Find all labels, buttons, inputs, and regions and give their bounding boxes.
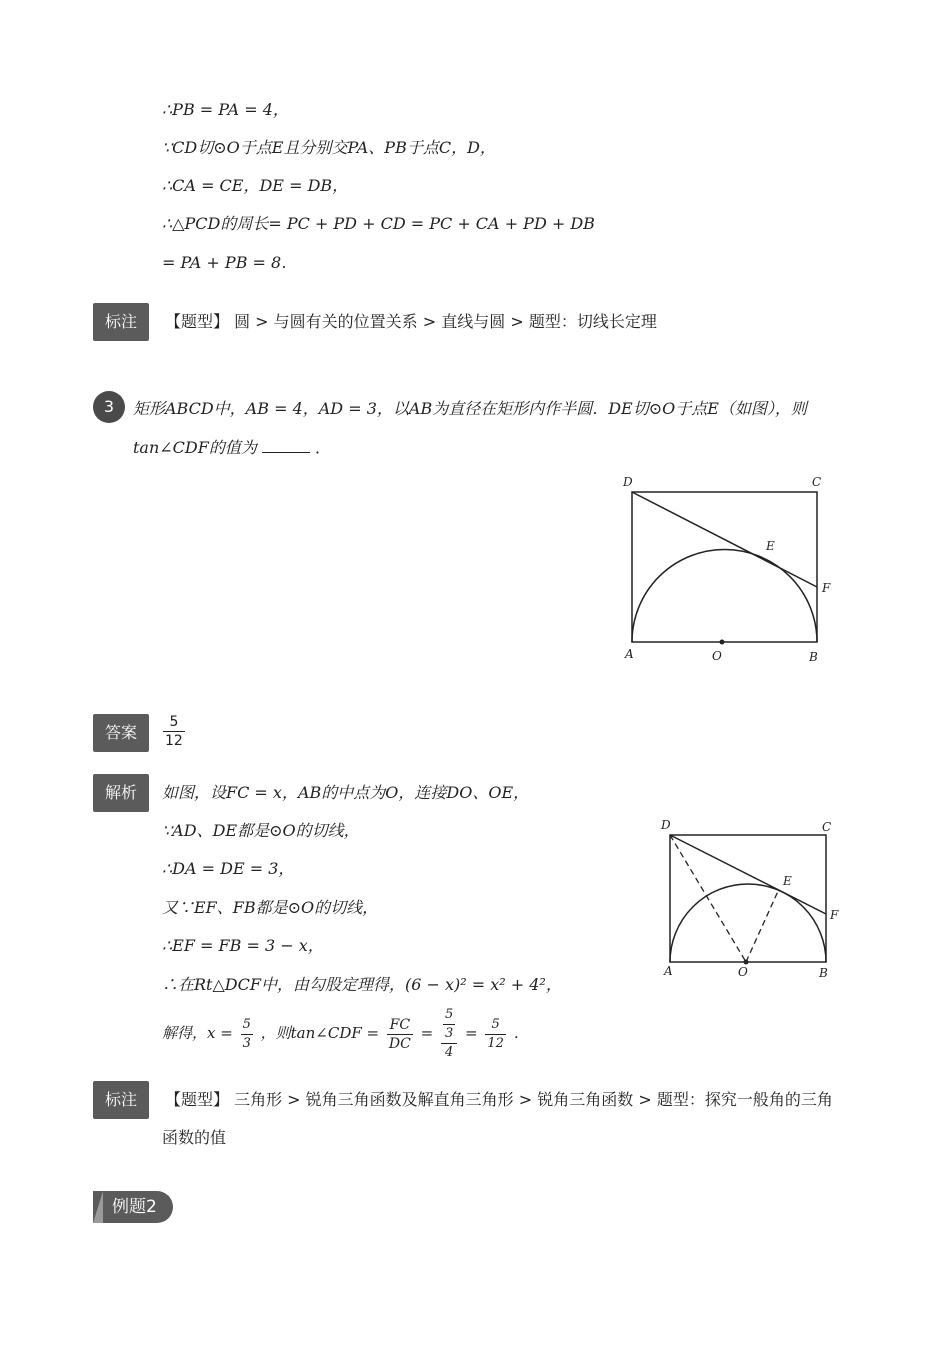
label-e-2: E	[783, 874, 792, 888]
solution-line-1: ∴PB = PA = 4，	[162, 100, 289, 119]
label-o-2: O	[738, 965, 748, 979]
analysis-line-7	[162, 1003, 529, 1063]
label-d-2: D	[661, 818, 671, 832]
question-number-badge: 3	[93, 391, 125, 423]
answer-denominator: 12	[165, 733, 183, 749]
analysis-line-5: ∴EF = FB = 3 − x，	[162, 936, 324, 955]
note-tag-2: 标注	[93, 1081, 149, 1119]
nested-denominator: 3	[444, 1026, 454, 1041]
solution-line-4: ∴△PCD的周长= PC + PD + CD = PC + CA + PD + DB	[162, 214, 595, 233]
x-numerator: 5	[241, 1016, 253, 1035]
analysis-line-3: ∴DA = DE = 3，	[162, 859, 295, 878]
line-end: ．	[513, 1024, 529, 1042]
label-a: A	[625, 647, 634, 661]
analysis-line-6: ∴在Rt△DCF中，由勾股定理得，(6 − x)² = x² + 4²，	[162, 975, 562, 994]
example-tag-label: 例题2	[112, 1197, 157, 1217]
fc-numerator: FC	[387, 1016, 413, 1035]
x-denominator: 3	[242, 1035, 251, 1051]
center-point-o-2	[744, 960, 749, 965]
question-text-line-2	[133, 437, 331, 459]
semicircle	[632, 550, 817, 643]
semicircle-2	[670, 884, 826, 962]
label-e: E	[766, 539, 775, 553]
label-c-2: C	[822, 820, 832, 834]
analysis-tag: 解析	[93, 774, 149, 812]
answer-value	[160, 713, 188, 750]
label-d: D	[623, 475, 633, 489]
label-c: C	[812, 475, 822, 489]
label-f-2: F	[830, 908, 839, 922]
outer-denominator: 4	[444, 1045, 454, 1060]
label-a-2: A	[664, 964, 673, 978]
rectangle-abcd	[632, 492, 817, 642]
rectangle-abcd-2	[670, 835, 826, 962]
analysis-line-4: 又∵EF、FB都是⊙O的切线，	[162, 898, 379, 917]
result-denominator: 12	[487, 1035, 504, 1051]
center-point-o	[720, 640, 725, 645]
answer-blank[interactable]	[262, 438, 310, 453]
analysis-figure	[655, 815, 850, 985]
solution-line-2: ∵CD切⊙O于点E且分别交PA、PB于点C，D，	[162, 138, 496, 157]
equals-sign-1: =	[420, 1024, 434, 1042]
note-text: 【题型】 圆 > 与圆有关的位置关系 > 直线与圆 > 题型：切线长定理	[165, 312, 657, 331]
label-o: O	[712, 649, 722, 663]
note-text-2-line-1: 【题型】 三角形 > 锐角三角函数及解直角三角形 > 锐角三角函数 > 题型：探究一般角的三角	[165, 1090, 833, 1109]
label-b: B	[809, 650, 818, 664]
solve-prefix: 解得，x =	[162, 1024, 233, 1042]
nested-numerator: 5	[443, 1006, 455, 1025]
note-text-2-line-2: 函数的值	[162, 1128, 227, 1147]
label-b-2: B	[819, 966, 828, 980]
solution-line-3: ∴CA = CE，DE = DB，	[162, 176, 349, 195]
tangent-line-df	[632, 492, 817, 587]
note-tag: 标注	[93, 303, 149, 341]
label-f: F	[822, 581, 831, 595]
equals-sign-2: =	[465, 1024, 478, 1042]
question-text-line-1: 矩形ABCD中，AB = 4，AD = 3，以AB为直径在矩形内作半圆．DE切⊙O于点E（如图），则	[133, 399, 807, 418]
result-numerator: 5	[485, 1016, 506, 1035]
dashed-line-oe	[746, 889, 779, 962]
answer-numerator: 5	[163, 713, 185, 732]
question-text-prefix: tan∠CDF的值为	[133, 438, 257, 457]
solution-line-5: = PA + PB = 8．	[162, 253, 298, 272]
analysis-line-2: ∵AD、DE都是⊙O的切线，	[162, 821, 360, 840]
example-tag-accent	[93, 1191, 103, 1223]
analysis-line-1: 如图，设FC = x，AB的中点为O，连接DO、OE，	[162, 783, 530, 802]
answer-tag: 答案	[93, 714, 149, 752]
example-tag	[93, 1191, 173, 1223]
question-text-end: ．	[315, 438, 332, 457]
dc-denominator: DC	[388, 1035, 411, 1052]
question-figure	[615, 470, 845, 670]
tan-prefix: ，则tan∠CDF =	[260, 1024, 380, 1042]
